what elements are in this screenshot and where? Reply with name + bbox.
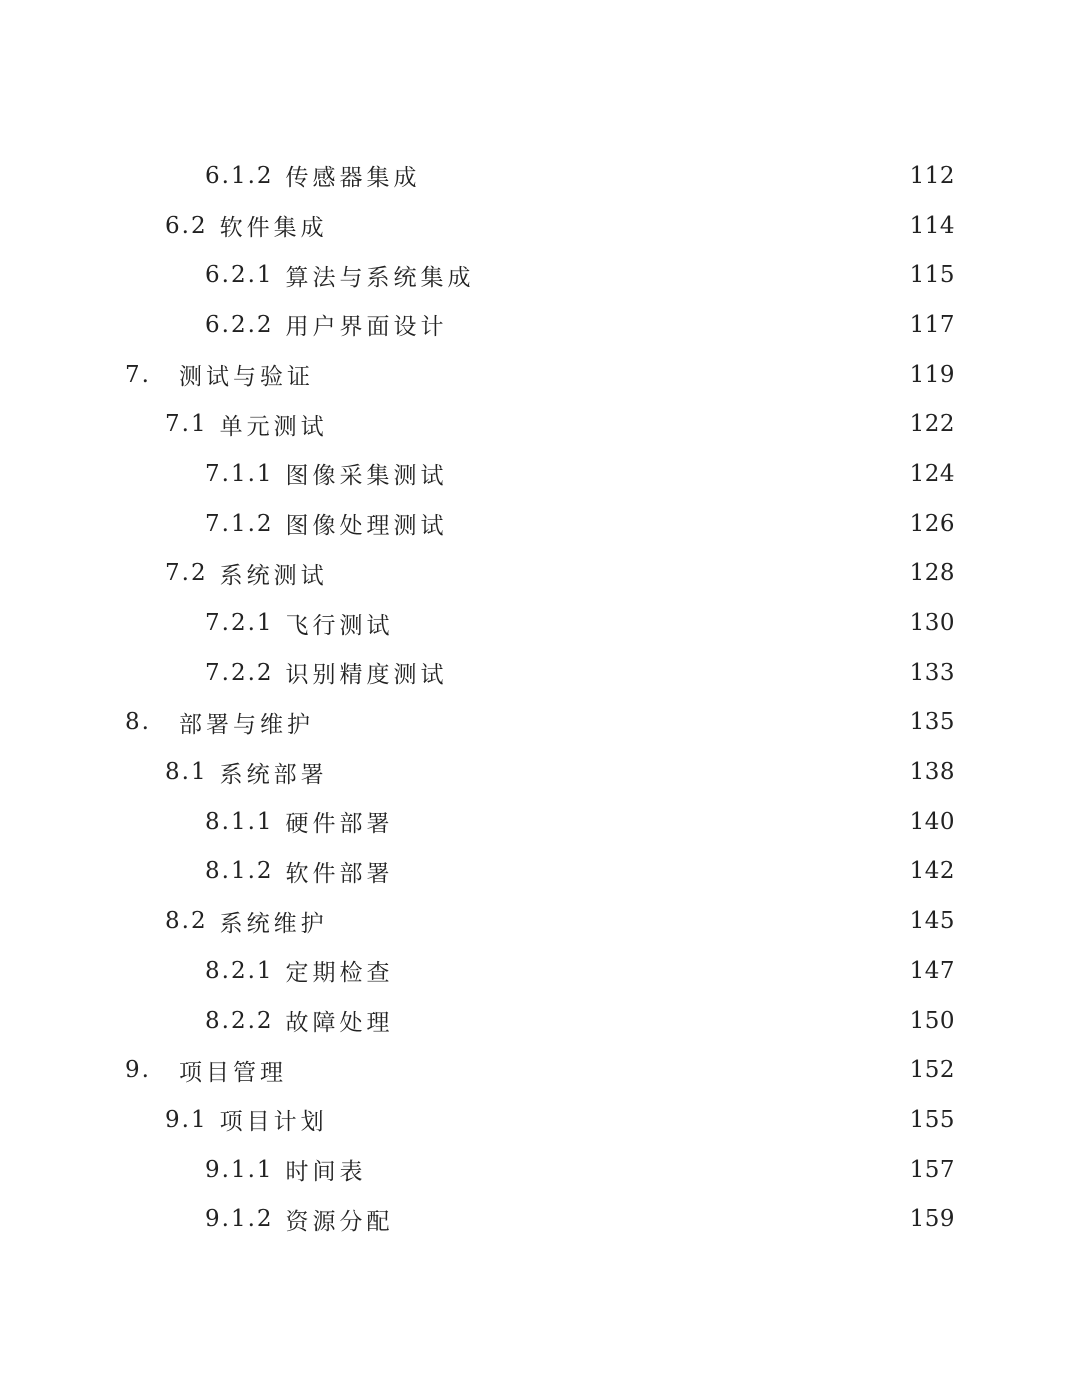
toc-entry-title: 硬件部署 <box>285 811 394 838</box>
toc-entry-page: 140 <box>909 808 955 835</box>
toc-entry-number: 9.1.1 <box>205 1156 274 1183</box>
toc-entry-title: 识别精度测试 <box>285 662 448 689</box>
table-of-contents <box>0 151 1080 1244</box>
toc-dot-leader <box>404 612 897 635</box>
toc-entry[interactable] <box>0 598 1080 648</box>
toc-entry[interactable] <box>0 549 1080 599</box>
toc-entry[interactable] <box>0 747 1080 797</box>
toc-entry-number: 9. <box>125 1057 151 1084</box>
toc-dot-leader <box>338 413 897 436</box>
toc-entry-number: 7.2.1 <box>205 610 274 637</box>
toc-entry-title: 用户界面设计 <box>285 314 448 341</box>
toc-entry-title: 系统测试 <box>219 562 328 589</box>
toc-dot-leader <box>324 363 897 386</box>
toc-entry[interactable] <box>0 1145 1080 1195</box>
toc-entry-page: 152 <box>909 1057 955 1084</box>
toc-entry-page: 145 <box>909 908 955 935</box>
toc-entry[interactable] <box>0 350 1080 400</box>
toc-dot-leader <box>377 1158 897 1181</box>
toc-dot-leader <box>404 1208 897 1231</box>
toc-dot-leader <box>431 164 897 187</box>
toc-entry[interactable] <box>0 399 1080 449</box>
toc-entry-page: 112 <box>909 162 955 189</box>
toc-entry-number: 6.1.2 <box>205 162 274 189</box>
toc-entry-number: 9.1.2 <box>205 1206 274 1233</box>
toc-entry-page: 147 <box>909 957 955 984</box>
toc-entry-title: 项目管理 <box>179 1059 287 1086</box>
toc-entry-number: 6.2.2 <box>205 311 274 338</box>
toc-dot-leader <box>338 562 897 585</box>
toc-entry-title: 软件部署 <box>285 860 394 887</box>
toc-entry-number: 8.2 <box>165 908 208 935</box>
toc-entry-page: 115 <box>909 262 955 289</box>
toc-dot-leader <box>338 214 897 237</box>
toc-entry-title: 定期检查 <box>285 960 394 987</box>
toc-entry-title: 项目计划 <box>219 1109 328 1136</box>
toc-entry-number: 6.2 <box>165 212 208 239</box>
toc-entry[interactable] <box>0 499 1080 549</box>
toc-entry-number: 8.1.1 <box>205 808 274 835</box>
toc-entry-title: 系统维护 <box>219 910 328 937</box>
toc-entry-title: 资源分配 <box>285 1208 394 1235</box>
toc-dot-leader <box>458 313 897 336</box>
toc-entry[interactable] <box>0 1095 1080 1145</box>
toc-dot-leader <box>338 761 897 784</box>
toc-entry-title: 时间表 <box>285 1159 367 1186</box>
toc-entry-title: 图像处理测试 <box>285 513 448 540</box>
toc-dot-leader <box>485 264 897 287</box>
toc-entry-title: 飞行测试 <box>285 612 394 639</box>
toc-dot-leader <box>404 860 897 883</box>
toc-entry-title: 单元测试 <box>219 413 328 440</box>
toc-entry[interactable] <box>0 1045 1080 1095</box>
toc-dot-leader <box>338 910 897 933</box>
toc-dot-leader <box>338 1108 897 1131</box>
toc-entry-page: 135 <box>909 709 955 736</box>
toc-entry-title: 图像采集测试 <box>285 463 448 490</box>
toc-entry-number: 7. <box>125 361 151 388</box>
toc-entry-title: 测试与验证 <box>179 364 314 391</box>
toc-entry-number: 8.2.2 <box>205 1007 274 1034</box>
toc-entry-page: 117 <box>909 311 955 338</box>
toc-entry[interactable] <box>0 300 1080 350</box>
toc-entry-title: 系统部署 <box>219 761 328 788</box>
toc-dot-leader <box>297 1059 897 1082</box>
toc-entry[interactable] <box>0 996 1080 1046</box>
toc-entry-title: 部署与维护 <box>179 711 314 738</box>
toc-entry[interactable] <box>0 797 1080 847</box>
toc-entry[interactable] <box>0 250 1080 300</box>
toc-entry-page: 114 <box>909 212 955 239</box>
toc-entry-page: 155 <box>909 1106 955 1133</box>
toc-dot-leader <box>404 810 897 833</box>
toc-entry[interactable] <box>0 847 1080 897</box>
toc-entry-page: 119 <box>909 361 955 388</box>
toc-dot-leader <box>404 959 897 982</box>
toc-entry-page: 122 <box>909 411 955 438</box>
toc-entry-number: 7.1 <box>165 411 208 438</box>
toc-entry-page: 124 <box>909 460 955 487</box>
toc-dot-leader <box>458 512 897 535</box>
toc-entry-number: 7.2.2 <box>205 659 274 686</box>
toc-entry-number: 8. <box>125 709 151 736</box>
toc-entry-title: 故障处理 <box>285 1010 394 1037</box>
toc-entry-page: 133 <box>909 659 955 686</box>
toc-entry-number: 8.2.1 <box>205 957 274 984</box>
toc-entry-page: 138 <box>909 759 955 786</box>
toc-entry[interactable] <box>0 946 1080 996</box>
toc-entry-number: 8.1.2 <box>205 858 274 885</box>
toc-entry[interactable] <box>0 201 1080 251</box>
toc-entry[interactable] <box>0 1194 1080 1244</box>
toc-entry-number: 7.1.1 <box>205 460 274 487</box>
toc-entry-page: 150 <box>909 1007 955 1034</box>
toc-entry-title: 软件集成 <box>219 215 328 242</box>
toc-dot-leader <box>458 661 897 684</box>
toc-entry[interactable] <box>0 151 1080 201</box>
toc-entry-page: 142 <box>909 858 955 885</box>
toc-entry-title: 算法与系统集成 <box>285 264 475 291</box>
toc-entry-page: 157 <box>909 1156 955 1183</box>
toc-entry-number: 7.1.2 <box>205 510 274 537</box>
toc-entry[interactable] <box>0 896 1080 946</box>
toc-entry[interactable] <box>0 698 1080 748</box>
toc-dot-leader <box>324 711 897 734</box>
toc-entry-title: 传感器集成 <box>285 165 421 192</box>
toc-entry-number: 7.2 <box>165 560 208 587</box>
toc-entry-number: 6.2.1 <box>205 262 274 289</box>
toc-entry-page: 126 <box>909 510 955 537</box>
toc-entry-page: 130 <box>909 610 955 637</box>
toc-dot-leader <box>404 1009 897 1032</box>
toc-entry-page: 159 <box>909 1206 955 1233</box>
toc-entry[interactable] <box>0 648 1080 698</box>
toc-dot-leader <box>458 462 897 485</box>
toc-entry-page: 128 <box>909 560 955 587</box>
toc-entry-number: 8.1 <box>165 759 208 786</box>
toc-entry-number: 9.1 <box>165 1106 208 1133</box>
toc-entry[interactable] <box>0 449 1080 499</box>
